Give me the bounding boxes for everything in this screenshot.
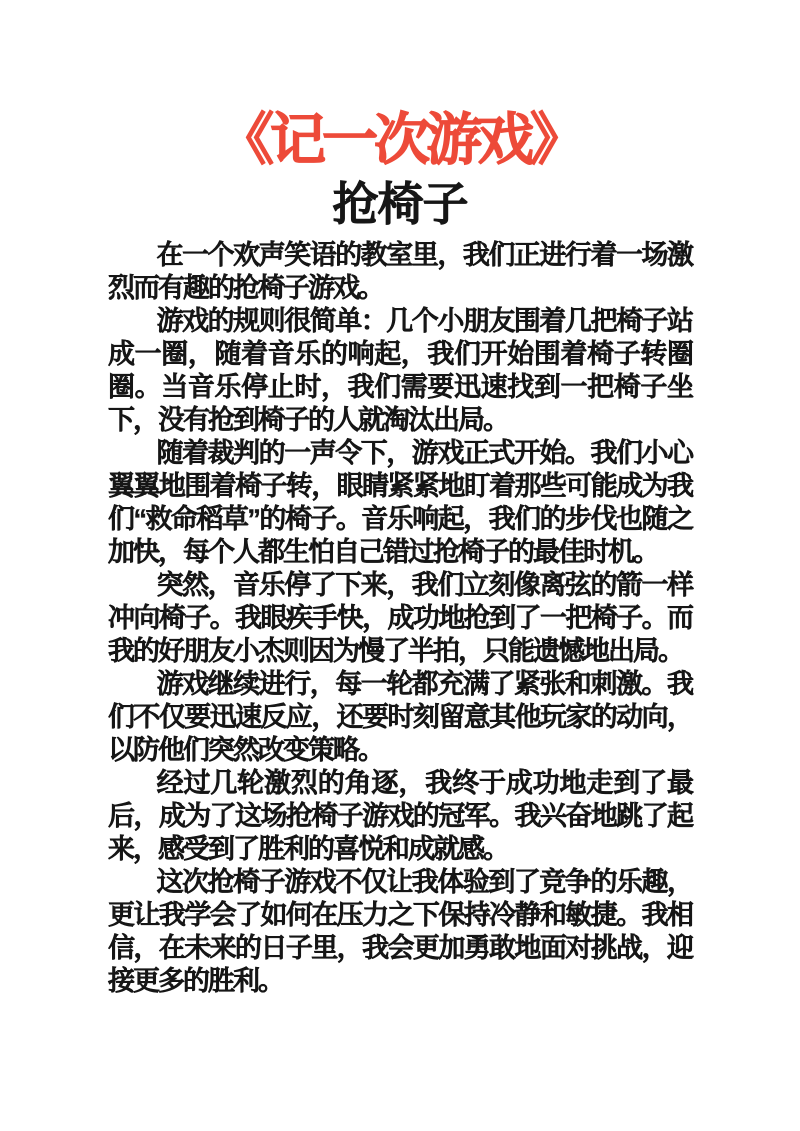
- paragraph-conclusion: 这次抢椅子游戏不仅让我体验到了竞争的乐趣，更让我学会了如何在压力之下保持冷静和敏捷。我相信，在未来的日子里，我会更加勇敢地面对挑战，迎接更多的胜利。: [108, 866, 692, 996]
- essay-subtitle: 抢椅子: [332, 178, 468, 231]
- essay-title: 《记一次游戏》: [218, 108, 582, 171]
- paragraph-game-continues: 游戏继续进行，每一轮都充满了紧张和刺激。我们不仅要迅速反应，还要时刻留意其他玩家的动向，以防他们突然改变策略。: [108, 668, 692, 765]
- paragraph-rules: 游戏的规则很简单：几个小朋友围着几把椅子站成一圈，随着音乐的响起，我们开始围着椅子转圈圈。当音乐停止时，我们需要迅速找到一把椅子坐下，没有抢到椅子的人就淘汰出局。: [108, 305, 692, 435]
- paragraph-intro: 在一个欢声笑语的教室里，我们正进行着一场激烈而有趣的抢椅子游戏。: [108, 239, 692, 303]
- essay-body: [108, 239, 692, 998]
- paragraph-victory: 经过几轮激烈的角逐，我终于成功地走到了最后，成为了这场抢椅子游戏的冠军。我兴奋地跳了起来，感受到了胜利的喜悦和成就感。: [108, 767, 692, 864]
- paragraph-music-stops: 突然，音乐停了下来，我们立刻像离弦的箭一样冲向椅子。我眼疾手快，成功地抢到了一把椅子。而我的好朋友小杰则因为慢了半拍，只能遗憾地出局。: [108, 569, 692, 666]
- paragraph-game-start: 随着裁判的一声令下，游戏正式开始。我们小心翼翼地围着椅子转，眼睛紧紧地盯着那些可能成为我们“救命稻草”的椅子。音乐响起，我们的步伐也随之加快，每个人都生怕自己错过抢椅子的最佳时机。: [108, 437, 692, 567]
